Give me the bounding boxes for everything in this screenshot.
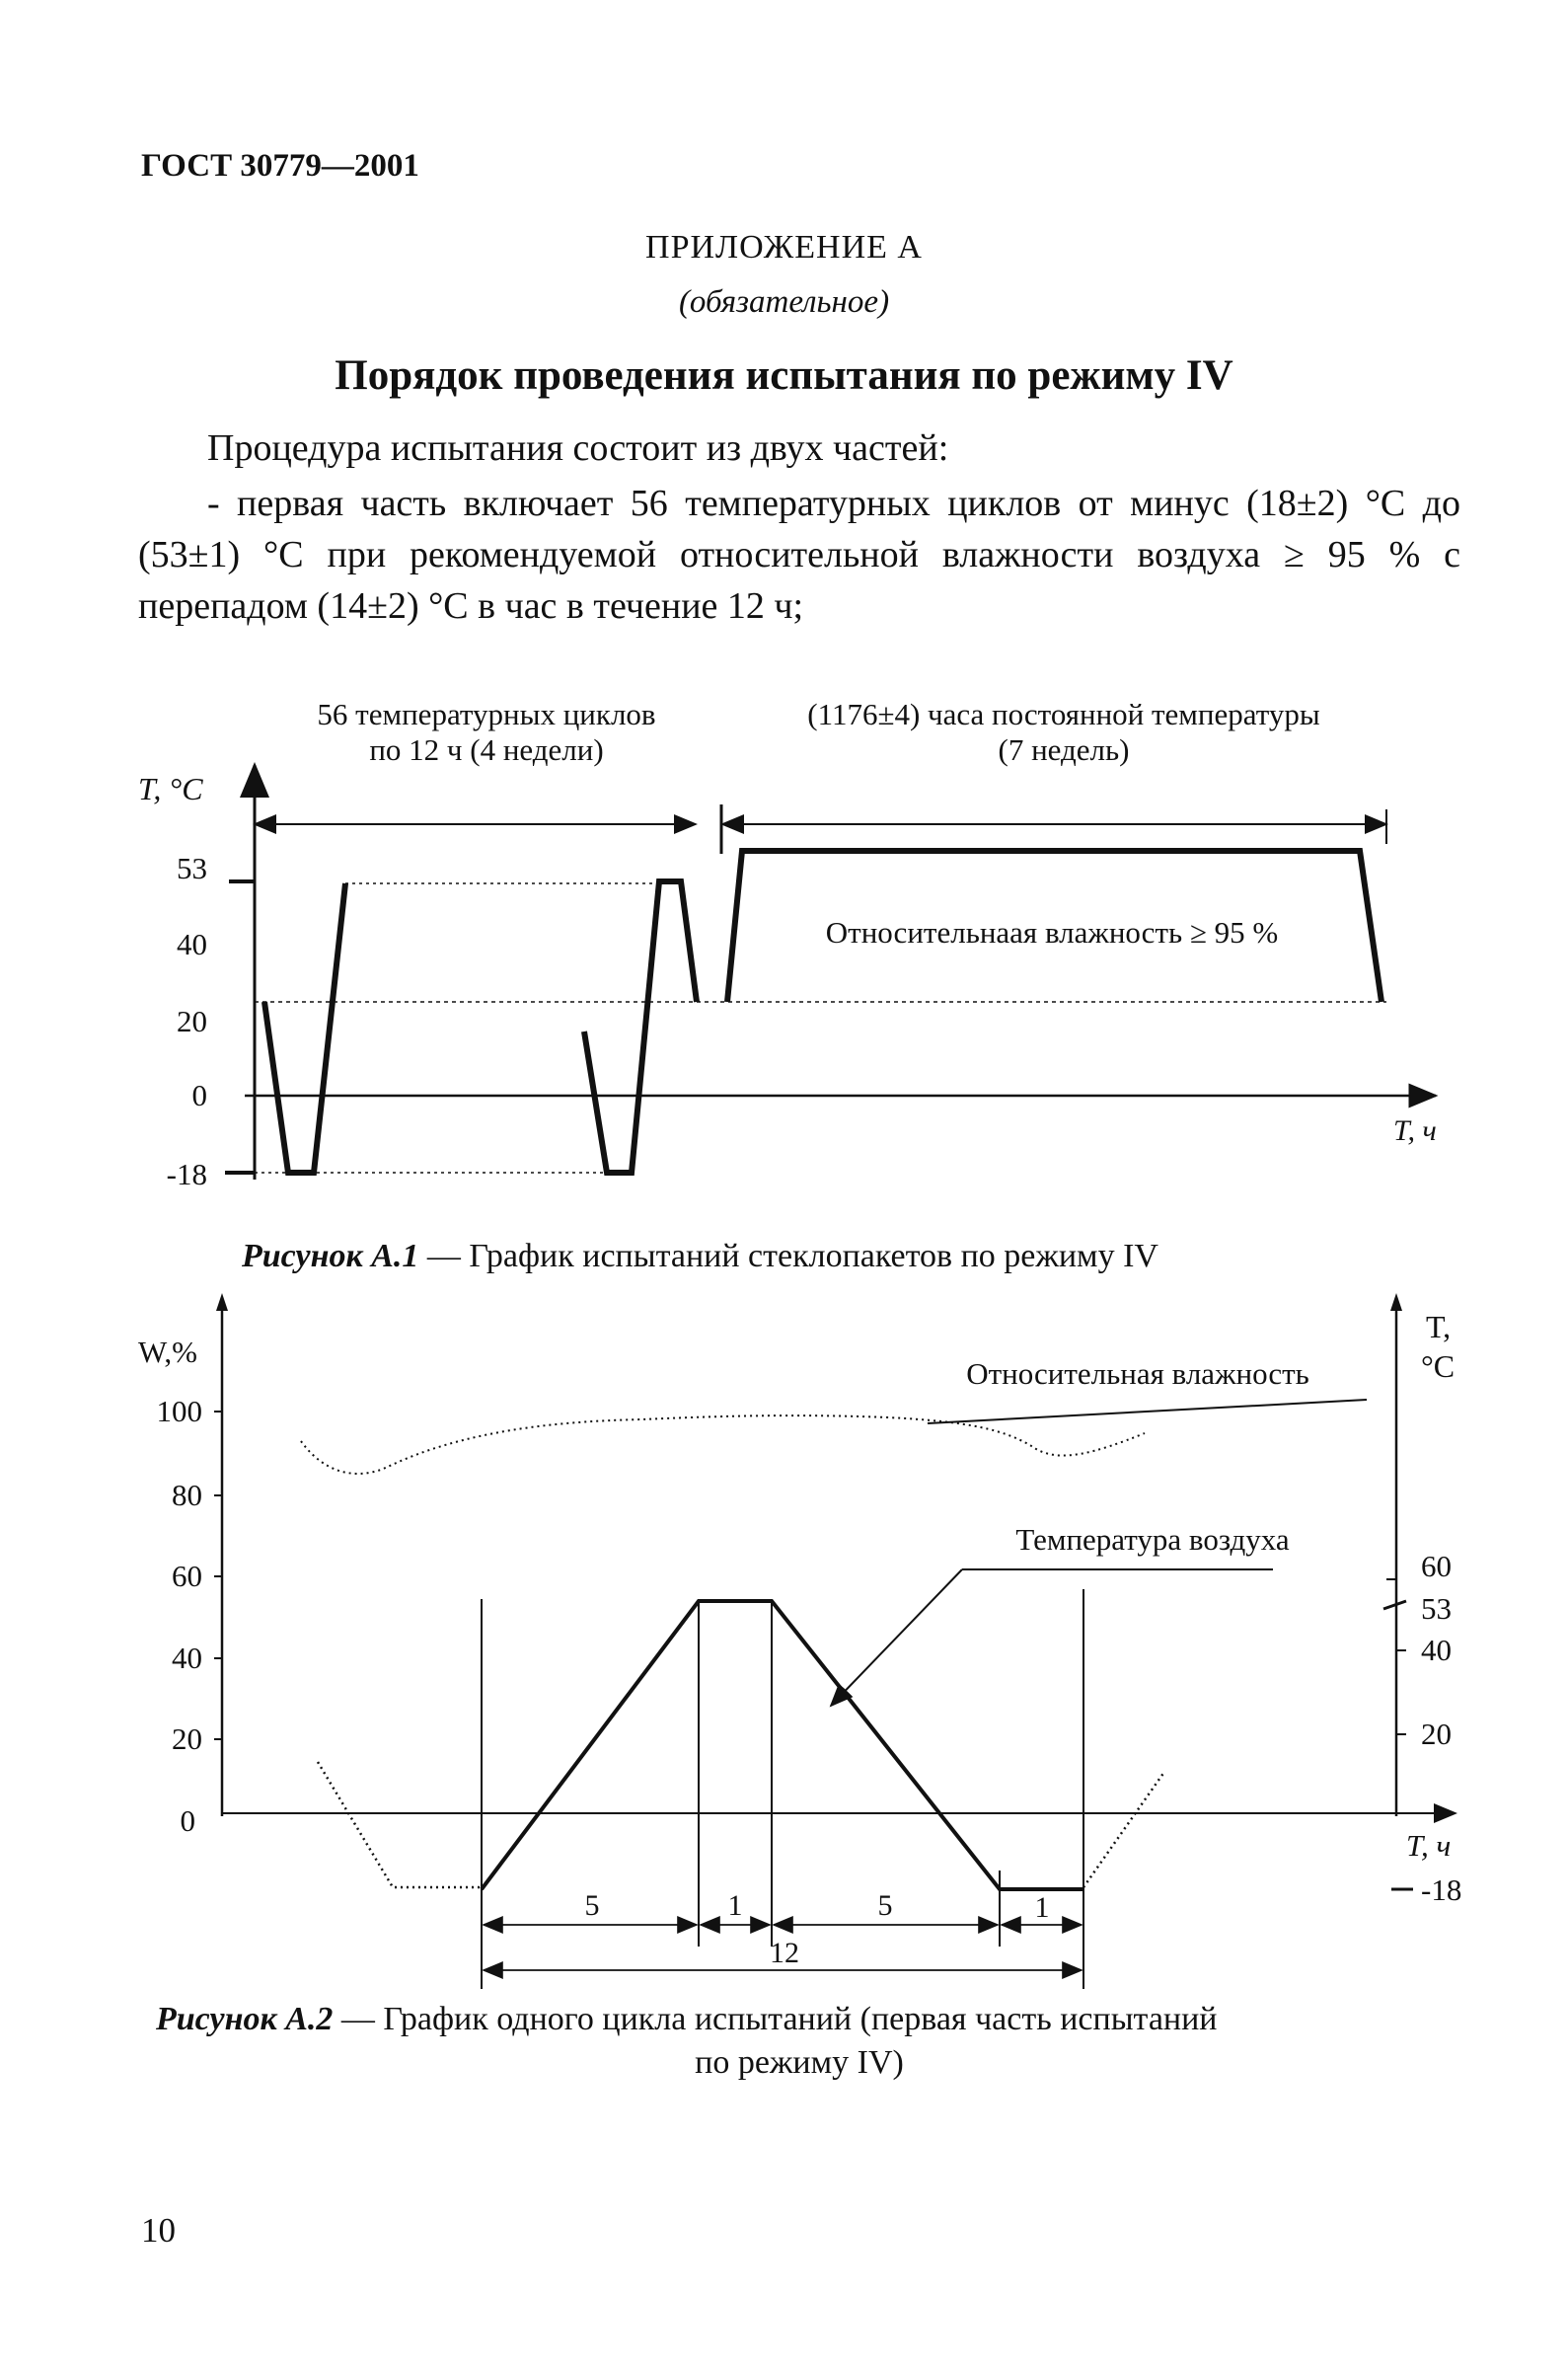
cycle-trace-last bbox=[584, 881, 697, 1173]
caption-label: Рисунок А.1 bbox=[242, 1238, 419, 1274]
humidity-curve bbox=[301, 1415, 1145, 1474]
document-code: ГОСТ 30779—2001 bbox=[141, 148, 419, 184]
left-axis-label: W,% bbox=[138, 1335, 197, 1369]
right-axis-arrow bbox=[1390, 1293, 1402, 1311]
temperature-trace-next bbox=[1083, 1772, 1164, 1887]
period1-label-line2: по 12 ч (4 недели) bbox=[369, 732, 604, 767]
y-axis-label: T, °С bbox=[138, 771, 203, 806]
y-tick-0: 0 bbox=[191, 1078, 207, 1112]
intro-paragraph: Процедура испытания состоит из двух частей: bbox=[207, 427, 949, 469]
y-tick-20: 20 bbox=[177, 1004, 207, 1038]
caption-text: — График испытаний стеклопакетов по режиму IV bbox=[418, 1238, 1158, 1274]
x-axis-label: T, ч bbox=[1393, 1114, 1437, 1147]
period2-label-line1: (1176±4) часа постоянной температуры bbox=[807, 697, 1320, 731]
left-tick-80: 80 bbox=[172, 1478, 202, 1512]
figure-a1-chart bbox=[0, 681, 1568, 1293]
right-tick-53: 53 bbox=[1421, 1591, 1452, 1626]
x-axis-label: T, ч bbox=[1406, 1828, 1452, 1863]
right-tick-mark-53 bbox=[1383, 1601, 1406, 1609]
y-tick-minus18: -18 bbox=[166, 1157, 207, 1191]
figure-a1-caption bbox=[241, 1238, 1158, 1274]
figure-a2-caption-line1 bbox=[155, 2001, 1218, 2037]
figure-a2-chart bbox=[0, 1283, 1568, 2093]
right-tick-40: 40 bbox=[1421, 1633, 1452, 1667]
right-tick-60: 60 bbox=[1421, 1549, 1452, 1583]
left-tick-40: 40 bbox=[172, 1641, 202, 1675]
temperature-leader-arrow bbox=[831, 1569, 962, 1706]
caption-label: Рисунок А.2 bbox=[156, 2001, 334, 2037]
appendix-title: ПРИЛОЖЕНИЕ А bbox=[645, 229, 923, 266]
duration-heat-label: 5 bbox=[584, 1889, 600, 1922]
left-tick-20: 20 bbox=[172, 1721, 202, 1756]
temperature-label: Температура воздуха bbox=[1015, 1522, 1290, 1557]
duration-low-label: 1 bbox=[1034, 1891, 1050, 1924]
caption-text-line1: — График одного цикла испытаний (первая часть испытаний bbox=[333, 2001, 1218, 2037]
humidity-label: Относительнаая влажность ≥ 95 % bbox=[825, 915, 1279, 950]
left-tick-60: 60 bbox=[172, 1559, 202, 1593]
duration-hold-label: 1 bbox=[727, 1889, 743, 1922]
y-tick-40: 40 bbox=[177, 927, 207, 961]
duration-cool-label: 5 bbox=[877, 1889, 893, 1922]
right-tick-minus18: -18 bbox=[1421, 1872, 1462, 1907]
left-axis-arrow bbox=[216, 1293, 228, 1311]
period2-label-line2: (7 недель) bbox=[998, 732, 1130, 767]
cycle-trace-first bbox=[264, 883, 345, 1173]
y-tick-53: 53 bbox=[177, 851, 207, 885]
temperature-trace bbox=[482, 1601, 1083, 1889]
right-axis-label-line1: T, bbox=[1426, 1309, 1452, 1344]
left-tick-100: 100 bbox=[156, 1394, 202, 1428]
right-axis-label-line2: °С bbox=[1421, 1348, 1456, 1384]
list-item-first-part: - первая часть включает 56 температурных циклов от минус (18±2) °С до (53±1) °С при рекомендуемой относительной влажности воздуха ≥ 95 % с перепадом (14±2) °С в час в течение 12 ч; bbox=[138, 483, 1460, 627]
section-heading: Порядок проведения испытания по режиму IV bbox=[335, 352, 1233, 399]
humidity-label: Относительная влажность bbox=[966, 1356, 1309, 1391]
page-number: 10 bbox=[141, 2211, 176, 2250]
humidity-leader-line bbox=[928, 1400, 1367, 1423]
left-tick-0: 0 bbox=[180, 1803, 195, 1838]
appendix-status: (обязательное) bbox=[678, 284, 890, 320]
temperature-trace-previous bbox=[318, 1762, 482, 1887]
period1-label-line1: 56 температурных циклов bbox=[317, 697, 656, 731]
duration-total-label: 12 bbox=[770, 1937, 799, 1969]
right-tick-20: 20 bbox=[1421, 1717, 1452, 1751]
figure-a2-caption-line2: по режиму IV) bbox=[695, 2044, 904, 2081]
